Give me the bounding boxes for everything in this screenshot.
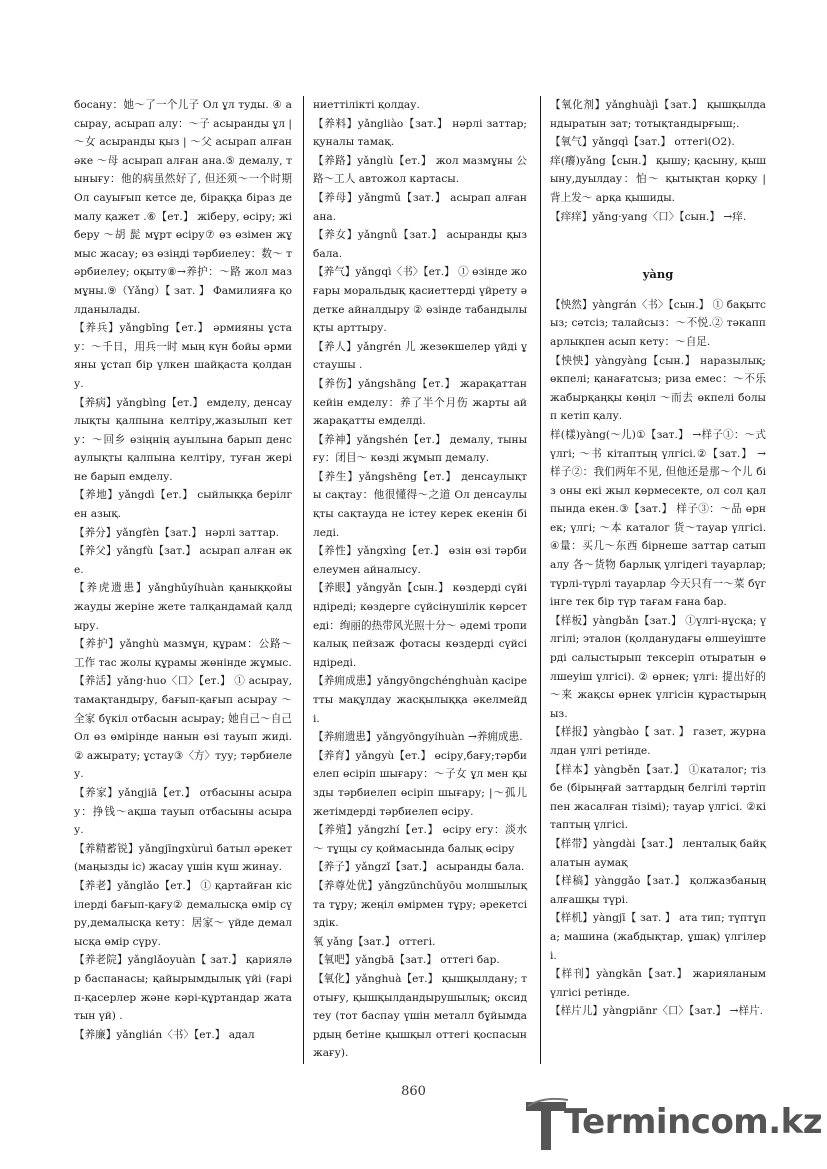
dictionary-entry: босану：她～了一个儿子 Ол ұл туды. ④ асырау, асырап алу：～子 асыранды ұл | ～女 асыранды қыз | ～父 асырап алған әке ～母 асырап алған ана.⑤ демалу, тынығу：他的病虽然好了, 但还须～一个时期 Ол сауығып кетсе де, біраққа біраз демалу қажет .⑥【ет.】 жіберу, өсіру; жіберу ～胡 髭 мұрт өсіру⑦ өз өзімен жұмыс жасау; өз өзіңді тәрбиелеу：数～ тәрбиелеу; оқыту⑧→养护：～路 жол мазмұны.⑨（Yǎng）【 зат. 】 Фамилияға қолданылады. — [74, 99, 292, 316]
dictionary-entry: 【养殖】yǎngzhí【ет.】 өсіру егу：淡水～ тұщы су қоймасында балық өсіру — [313, 824, 527, 855]
dictionary-entry: 【氧化】yǎnghuà【ет.】 қышқылдану; тотығу, қышқылдандырушылық; оксидтеу (тот баспау үшін металл бұйымдардың бетіне қышқыл оттегі қоспасын жағу). — [313, 972, 527, 1060]
column-3-top — [550, 96, 766, 226]
dictionary-entry: 【养子】yǎngzǐ【зат.】 асыранды бала. — [313, 861, 525, 874]
dictionary-entry: 【养料】yǎngliào【зат.】 нәрлі заттар; қуналы тамақ. — [313, 117, 527, 149]
dictionary-entry: 【样报】yàngbào【 зат. 】 газет, журналдан үлгі ретінде. — [550, 726, 766, 757]
dictionary-entry: 【怏然】yàngrán〈书〉【сын.】 ① бақытсыз; сәтсіз; талайсыз：～不悦.② тәкаппарлықпен асып кету：～自足. — [550, 298, 766, 348]
dictionary-entry: ниеттілікті қолдау. — [313, 99, 420, 111]
dictionary-entry: 【养人】yǎngrén 儿 жезөкшелер үйді ұстаушы . — [313, 340, 527, 372]
column-divider — [540, 96, 541, 1064]
dictionary-entry: 【养廉】yǎnglián〈书〉【ет.】 адал — [74, 1028, 255, 1041]
page-number: 860 — [401, 1084, 426, 1099]
dictionary-entry: 氧 yǎng【зат.】 оттегі. — [313, 935, 436, 948]
column-divider — [303, 96, 304, 1064]
dictionary-entry: 【样稿】yànggǎo【зат.】 қолжазбаның алғашқы түрі. — [550, 875, 766, 906]
logo-text: Termincom.kz — [564, 1102, 823, 1142]
dictionary-entry: 【养家】yǎngjiā【ет.】 отбасыны асырау：挣钱～ақша тауып отбасыны асырау. — [74, 786, 292, 837]
dictionary-entry: 【养老院】yǎnglǎoyuàn【 зат.】 қарияләр баспанасы; қайырымдылық үйі (ғаріп-қасерлер және кәрі-құртандар жататын үй) . — [74, 954, 292, 1023]
dictionary-entry: 【养母】yǎngmǔ【зат.】 асырап алған ана. — [313, 191, 527, 223]
column-3-bottom — [550, 296, 766, 1021]
dictionary-entry: 【怏怏】yàngyàng【сын.】 наразылық; өкпелі; қанағатсыз; риза емес：～不乐 жабырқаңқы көңіл ～而去 өкпелі болып кетіп қалу. — [550, 354, 766, 423]
dictionary-entry: 【养活】yǎng·huo〈口〉【ет.】 ① асырау,тамақтандыру, бағып-қағып асырау ～全家 бүкіл отбасын асырау; 她自己～自己 Ол өз өмірінде нанын өзі тауып жиді.② ажырату; ұстау③〈方〉туу; тәрбиелеу. — [74, 675, 292, 781]
dictionary-entry: 【氧气】yǎngqì【зат.】 оттегі(O2). — [550, 136, 735, 149]
section-heading: yàng — [642, 267, 674, 282]
dictionary-entry: 【养老】yǎnglǎo【ет.】 ① қартайған кісілерді бағып-қағу② демалысқа өмір сүру,демалысқа кету：居家～ үйде демалысқа өмір сүру. — [74, 879, 292, 948]
dictionary-entry: 【养神】yǎngshén【ет.】 демалу, тынығу：闭目～ көзді жұмып демалу. — [313, 433, 527, 465]
dictionary-entry: 【养眼】yǎngyǎn【сын.】 көздерді сүйіндіреді; көздерге сүйсінушілік көрсетеді：绚丽的热带风光照十分～ әдемі тропикалық пейзаж фотасы көздерді сүйсіндіреді. — [313, 582, 527, 669]
dictionary-entry: 【样本】yàngběn【зат.】 ①каталог; тізбе (бірыңғай заттардың белгілі тәртіппен жасалған тізімі); тауар үлгісі. ②кітаптың үлгісі. — [550, 763, 766, 832]
dictionary-entry: 【养地】yǎngdì【ет.】 сыйлыққа берілген азық. — [74, 489, 292, 521]
dictionary-entry: 【养兵】yǎngbīng【ет.】 әрмияны ұстау：～千日，用兵一时 мың күн бойы әрмияны ұстап бір үлкен шайқаста қолдану. — [74, 322, 292, 390]
dictionary-entry: 【养尊处优】yǎngzūnchǔyōu молшылықта тұру; жеңіл өмірмен тұру; әрекетсіздік. — [313, 879, 527, 930]
dictionary-entry: 【样带】yàngdài【зат.】 ленталық байқалатын аумақ — [550, 837, 766, 869]
dictionary-entry: 痒(癢)yǎng【сын.】 қышу; қасыну, қышыну,дуылдау：怕～ қытықтан қорқу | 背上发～ арқа қышиды. — [550, 154, 766, 204]
dictionary-entry: 【养精蓄锐】yǎngjīngxùruì батыл әрекет (маңызды іс) жасау үшін күш жинау. — [74, 842, 292, 874]
dictionary-entry: 样(樣)yàng(～儿)①【зат.】 →样子①：～式 үлгі; ～书 кітаптың үлгісі.②【зат.】 →样子②：我们两年不见, 但他还是那～个儿 біз оны екі жыл көрмесекте, ол сол қалпында екен.③【зат.】 样子③：～品 өрнек; үлгі; ～本 каталог 货～тауар үлгісі.④量：买几～东西 бірнеше заттар сатып алу 各～货物 барлық үлгідегі тауарлар; түрлі-түрлі тауарлар 今天只有一～菜 бүгінге тек бір түр тағам ғана бар. — [550, 428, 766, 609]
dictionary-entry: 【养痈遗患】yǎngyōngyíhuàn →养痈成患. — [313, 731, 523, 744]
dictionary-entry: 【痒痒】yǎng·yang〈口〉【сын.】 →痒. — [550, 210, 747, 223]
dictionary-entry: 【养育】yǎngyù【ет.】 өсіру,бағу;тәрбиелеп өсіріп шығару：～子女 ұл мен қызды тәрбиелеп өсіріп шығару; |～孤儿 жетімдерді тәрбиелеп өсіру. — [313, 749, 527, 818]
dictionary-entry: 【氧化剂】yǎnghuàjì【зат.】 қышқылдандыратын зат; тотықтандырғыш;. — [550, 99, 766, 130]
column-2 — [313, 96, 527, 1063]
dictionary-entry: 【养伤】yǎngshāng【ет.】 жарақаттан кейін емделу：养了半个月伤 жарты ай жарақатты емделді. — [313, 377, 527, 428]
dictionary-entry: 【养护】yǎnghù мазмұн, құрам：公路～工作 тас жолы құрамы жөнінде жұмыс. — [74, 638, 292, 669]
dictionary-entry: 【养路】yǎnglù【ет.】 жол мазмұны 公路～工人 автожол картасы. — [313, 154, 527, 186]
dictionary-entry: 【养生】yǎngshēng【ет.】 денсаулықты сақтау：他很懂得～之道 Ол денсаулықты сақтауда не істеу керек екенін біледі. — [313, 470, 527, 539]
dictionary-entry: 【样板】yàngbǎn【зат.】 ①үлгі-нұсқа; үлгілі; эталон (қолданудағы өлшеуіштерді салыстырып тексеріп отыратын өлшеуіш үлгісі). ② өрнек; үлгі: 提出好的～来 жақсы өрнек үлгісін құрастырыңыз. — [550, 614, 766, 720]
site-logo[interactable] — [524, 1096, 823, 1158]
column-1 — [74, 96, 292, 1044]
dictionary-entry: 【样刊】yàngkān【зат.】 жарияланым үлгісі ретінде. — [550, 968, 766, 999]
dictionary-entry: 【养分】yǎngfèn【зат.】 нәрлі заттар. — [74, 526, 280, 539]
dictionary-entry: 【养痈成患】yǎngyōngchénghuàn қасіретты мақұлдау жасқылыққа әкелмейді. — [313, 675, 527, 725]
dictionary-entry: 【样机】yàngjī【 зат. 】 ата тип; түптұпа; машина (жабдықтар, ұшақ) үлгілері. — [550, 912, 766, 962]
column-3 — [550, 96, 766, 1021]
dictionary-entry: 【养气】yǎngqì〈书〉【ет.】 ① өзінде жоғары моральдық қасиеттерді үйрету әдетке айналдыру ② өзінде табандылықты арттыру. — [313, 266, 527, 335]
dictionary-entry: 【养女】yǎngnǚ【зат.】 асыранды қыз бала. — [313, 229, 527, 260]
dictionary-entry: 【氧吧】yǎngbā【зат.】 оттегі бар. — [313, 954, 500, 967]
dictionary-entry: 【养性】yǎngxìng【ет.】 өзін өзі тәрбиелеумен айналысу. — [313, 545, 527, 576]
dictionary-entry: 【样片儿】yàngpiānr〈口〉【зат.】 →样片. — [550, 1005, 764, 1018]
dictionary-entry: 【养父】yǎngfù【зат.】 асырап алған әке. — [74, 545, 292, 576]
dictionary-entry: 【养病】yǎngbìng【ет.】 емделу, денсаулықты қалпына келтіру,жазылып кету：～回乡 өзіңнің ауылына барып денсаулықты қалпына келтіру, туған жеріне барып емделу. — [74, 396, 292, 483]
dictionary-entry: 【养虎遗患】yǎnghǔyíhuàn қаныққойы жауды жеріне жете талқандамай қалдыру. — [74, 582, 292, 632]
